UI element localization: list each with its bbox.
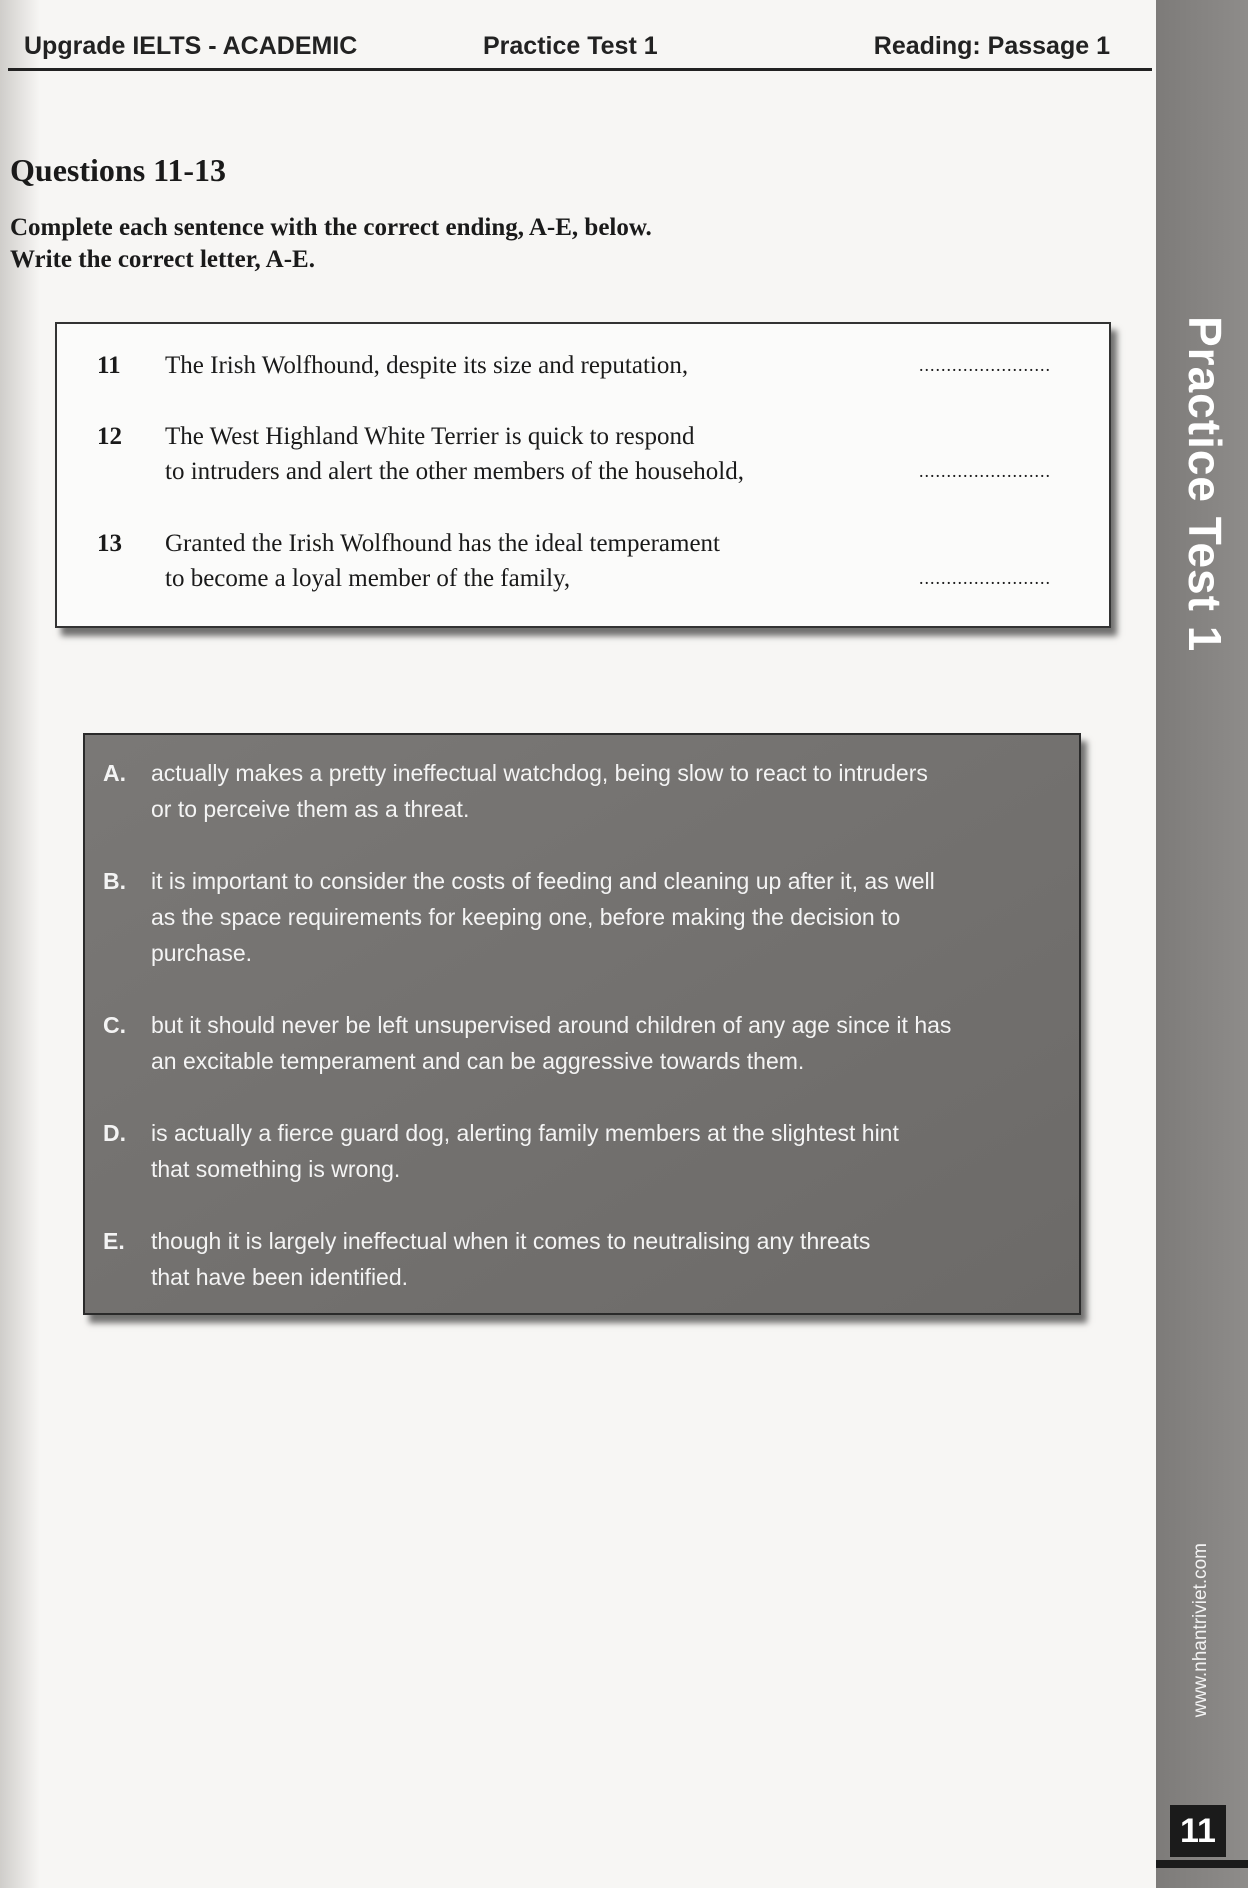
ending-text	[151, 863, 1051, 971]
ending-line: purchase.	[151, 940, 253, 966]
question-line: The Irish Wolfhound, despite its size and reputation,	[165, 352, 689, 379]
question-number: 11	[97, 352, 121, 379]
page-header	[8, 28, 1152, 71]
header-test-title: Practice Test 1	[483, 32, 658, 60]
endings-box	[83, 733, 1081, 1315]
ending-letter: B.	[103, 868, 126, 894]
question-line: The West Highland White Terrier is quick to respond	[165, 423, 695, 450]
header-book-title: Upgrade IELTS - ACADEMIC	[24, 32, 358, 60]
question-line: to intruders and alert the other members of the household,	[165, 458, 745, 485]
page-number: 11	[1170, 1805, 1226, 1857]
questions-heading: Questions 11-13	[10, 152, 227, 188]
question-number: 13	[97, 530, 122, 557]
ending-text	[151, 1223, 1051, 1295]
header-section-title: Reading: Passage 1	[873, 32, 1110, 60]
ending-letter: C.	[103, 1012, 126, 1038]
question-line: Granted the Irish Wolfhound has the ideal temperament	[165, 530, 720, 557]
ending-letter: A.	[103, 760, 126, 786]
side-tab-title: Practice Test 1	[1179, 316, 1231, 653]
question-text	[165, 526, 720, 596]
page-gutter-shadow	[0, 0, 40, 1888]
question-number: 12	[97, 423, 122, 450]
answer-blank[interactable]: ........................	[919, 568, 1051, 588]
ending-letter: E.	[103, 1228, 125, 1254]
answer-blank[interactable]: ........................	[919, 461, 1051, 481]
side-tab-bottom-bar	[1156, 1860, 1248, 1868]
ending-text	[151, 1115, 1051, 1187]
question-text	[165, 348, 688, 383]
ending-letter: D.	[103, 1120, 126, 1146]
ending-text	[151, 755, 1051, 827]
ending-line: it is important to consider the costs of feeding and cleaning up after it, as well	[151, 868, 935, 894]
ending-line: or to perceive them as a threat.	[151, 796, 470, 822]
instructions	[10, 212, 652, 276]
ending-text	[151, 1007, 1051, 1079]
instruction-line: Write the correct letter, A-E.	[10, 246, 315, 273]
ending-line: but it should never be left unsupervised around children of any age since it has	[151, 1012, 952, 1038]
ending-line: is actually a fierce guard dog, alerting family members at the slightest hint	[151, 1120, 899, 1146]
instruction-line: Complete each sentence with the correct ending, A-E, below.	[10, 214, 652, 241]
questions-box	[55, 322, 1111, 628]
ending-line: an excitable temperament and can be aggressive towards them.	[151, 1048, 805, 1074]
answer-blank[interactable]: ........................	[919, 355, 1051, 375]
question-text	[165, 419, 744, 489]
ending-line: actually makes a pretty ineffectual watchdog, being slow to react to intruders	[151, 760, 928, 786]
ending-line: that something is wrong.	[151, 1156, 401, 1182]
question-line: to become a loyal member of the family,	[165, 565, 571, 592]
ending-line: that have been identified.	[151, 1264, 409, 1290]
ending-line: as the space requirements for keeping one, before making the decision to	[151, 904, 901, 930]
side-tab-url: www.nhantriviet.com	[1190, 1543, 1211, 1718]
ending-line: though it is largely ineffectual when it comes to neutralising any threats	[151, 1228, 871, 1254]
